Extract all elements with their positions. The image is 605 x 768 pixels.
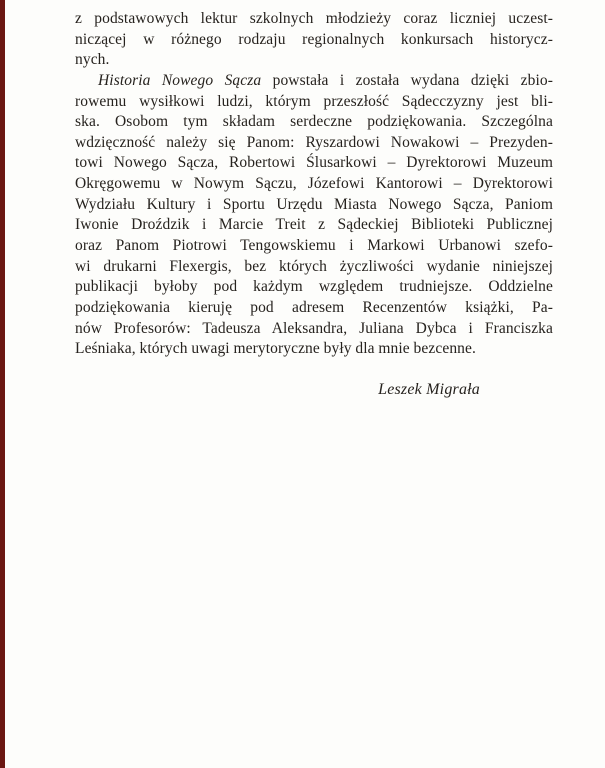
text-line: Leśniaka, których uwagi merytoryczne były dla mnie bezcenne. [75, 340, 476, 358]
text-line: z podstawowych lektur szkolnych młodzieży coraz liczniej uczest- [75, 10, 553, 27]
text-line: Historia Nowego Sącza powstała i została wydana dzięki zbio- [98, 71, 553, 89]
text-line: niczącej w różnego rodzaju regionalnych konkursach historycz- [75, 30, 553, 48]
text-line: Wydziału Kultury i Sportu Urzędu Miasta Nowego Sącza, Paniom [75, 195, 553, 213]
text-line: publikacji byłoby pod każdym względem trudniejsze. Oddzielne [75, 278, 553, 296]
text-line: wi drukarni Flexergis, bez których życzliwości wydanie niniejszej [75, 257, 553, 275]
page-edge-strip [0, 0, 5, 768]
author-signature: Leszek Migrała [378, 381, 480, 398]
text-line: Iwonie Droździk i Marcie Treit z Sądeckiej Biblioteki Publicznej [75, 216, 553, 234]
text-line: oraz Panom Piotrowi Tengowskiemu i Markowi Urbanowi szefo- [75, 237, 553, 255]
text-line: rowemu wysiłkowi ludzi, którym przeszłość Sądecczyzny jest bli- [75, 92, 553, 110]
text-line: Okręgowemu w Nowym Sączu, Józefowi Kantorowi – Dyrektorowi [75, 175, 553, 193]
text-line: nych. [75, 51, 110, 69]
text-line: towi Nowego Sącza, Robertowi Ślusarkowi – Dyrektorowi Muzeum [75, 154, 553, 172]
text-line: ska. Osobom tym składam serdeczne podziękowania. Szczególna [75, 113, 553, 131]
text-line: nów Profesorów: Tadeusza Aleksandra, Juliana Dybca i Franciszka [75, 319, 553, 337]
acknowledgements-text [75, 9, 553, 360]
book-title-italic: Historia Nowego Sącza [98, 71, 262, 89]
text-line: podziękowania kieruję pod adresem Recenzentów książki, Pa- [75, 298, 553, 316]
text-line: wdzięczność należy się Panom: Ryszardowi Nowakowi – Prezyden- [75, 133, 553, 151]
